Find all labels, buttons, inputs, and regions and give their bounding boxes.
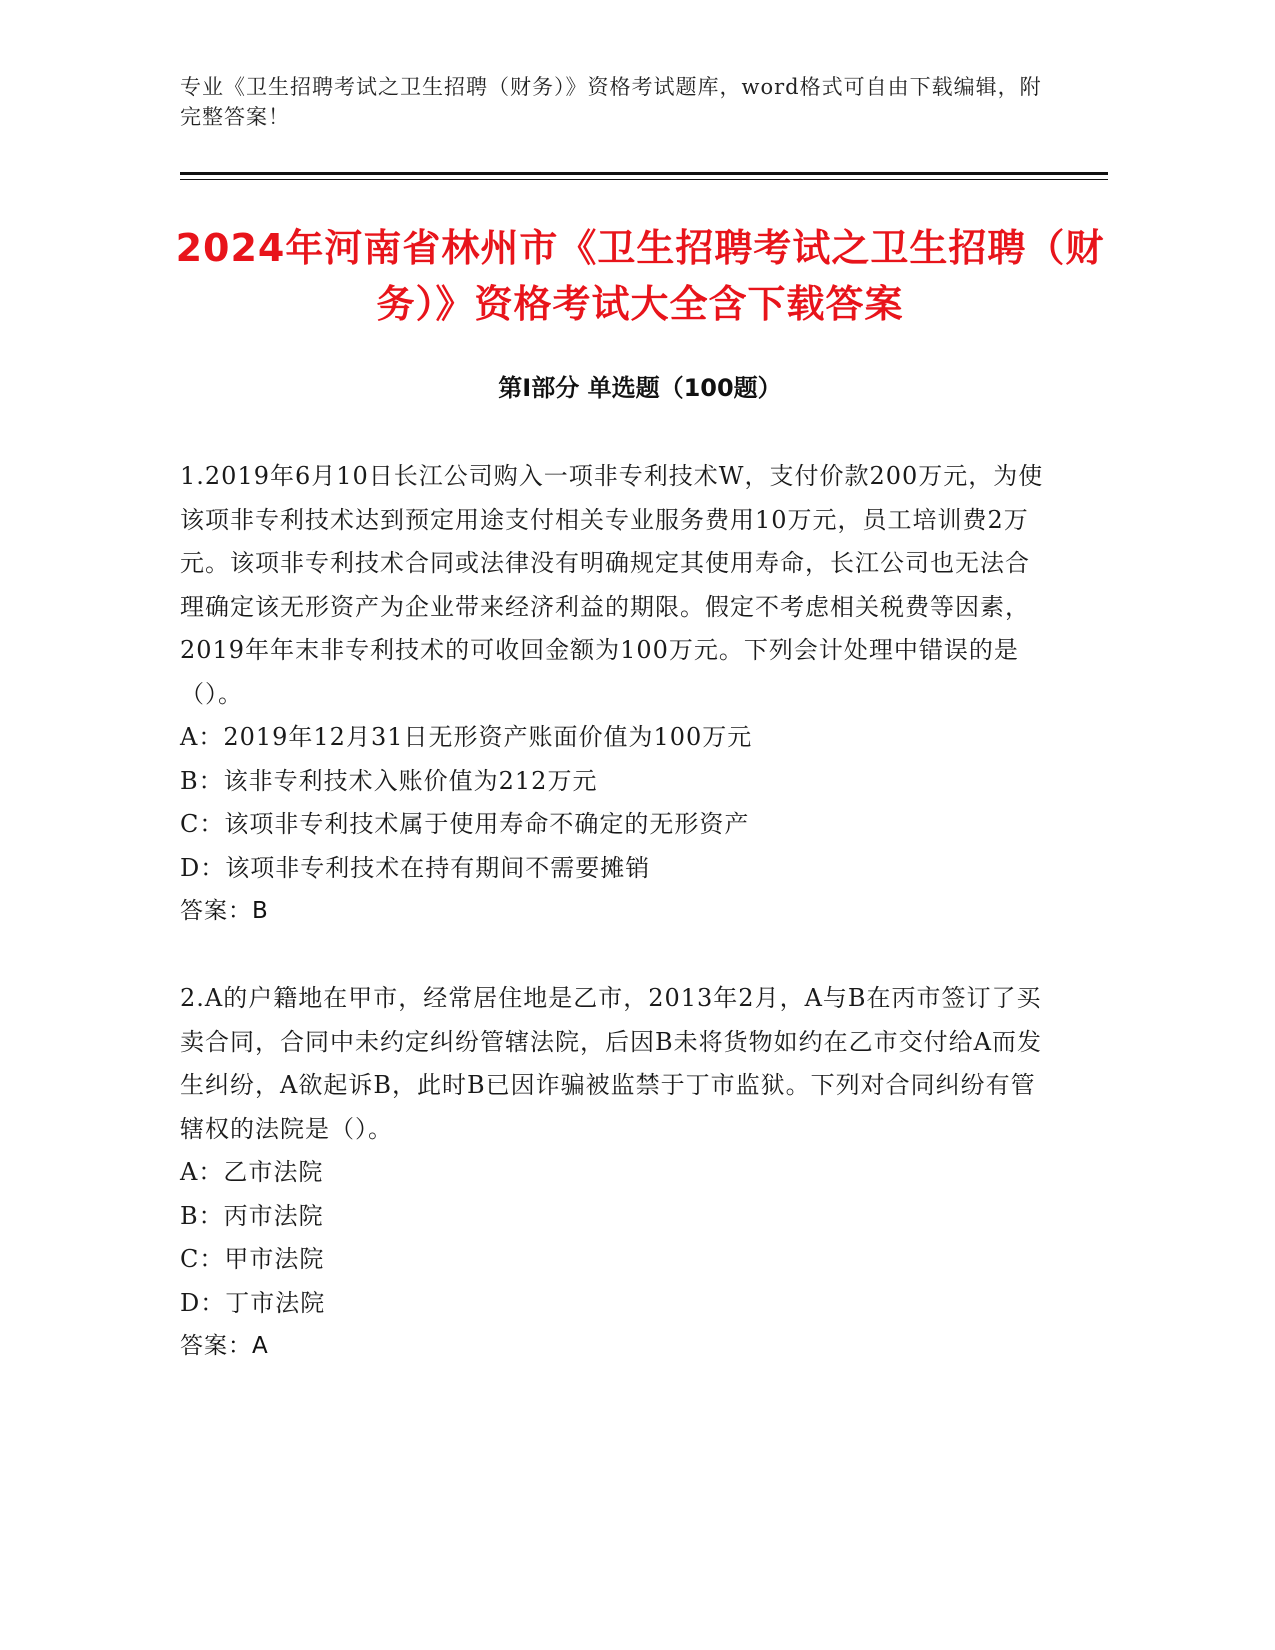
header-divider-thin	[180, 179, 1108, 180]
option-a: A：2019年12月31日无形资产账面价值为100万元	[180, 723, 753, 751]
option-b: B：丙市法院	[180, 1201, 324, 1230]
option-c: C：该项非专利技术属于使用寿命不确定的无形资产	[180, 810, 750, 838]
header-note: 专业《卫生招聘考试之卫生招聘（财务）》资格考试题库，word格式可自由下载编辑，附完整答案！	[180, 75, 1042, 129]
answer-line: 答案：A	[180, 1333, 269, 1359]
question-block	[180, 455, 1050, 934]
section-title: 第Ⅰ部分 单选题（100题）	[498, 374, 782, 402]
option-b: B：该非专利技术入账价值为212万元	[180, 766, 598, 795]
header-divider-thick	[180, 172, 1108, 175]
option-d: D：该项非专利技术在持有期间不需要摊销	[180, 853, 651, 882]
option-a: A：乙市法院	[180, 1158, 324, 1186]
document-title: 2024年河南省林州市《卫生招聘考试之卫生招聘（财务）》资格考试大全含下载答案	[175, 226, 1105, 326]
answer-line: 答案：B	[180, 898, 269, 924]
question-block	[180, 977, 1050, 1369]
option-c: C：甲市法院	[180, 1245, 325, 1273]
option-d: D：丁市法院	[180, 1288, 326, 1317]
question-stem: 2.A的户籍地在甲市，经常居住地是乙市，2013年2月，A与B在丙市签订了买卖合同，合同中未约定纠纷管辖法院，后因B未将货物如约在乙市交付给A而发生纠纷，A欲起诉B，此时B已因诈骗被监禁于丁市监狱。下列对合同纠纷有管辖权的法院是（）。	[180, 984, 1042, 1143]
question-stem: 1.2019年6月10日长江公司购入一项非专利技术W，支付价款200万元，为使该项非专利技术达到预定用途支付相关专业服务费用10万元，员工培训费2万元。该项非专利技术合同或法律没有明确规定其使用寿命，长江公司也无法合理确定该无形资产为企业带来经济利益的期限。假定不考虑相关税费等因素，2019年年末非专利技术的可收回金额为100万元。下列会计处理中错误的是（）。	[180, 462, 1044, 708]
